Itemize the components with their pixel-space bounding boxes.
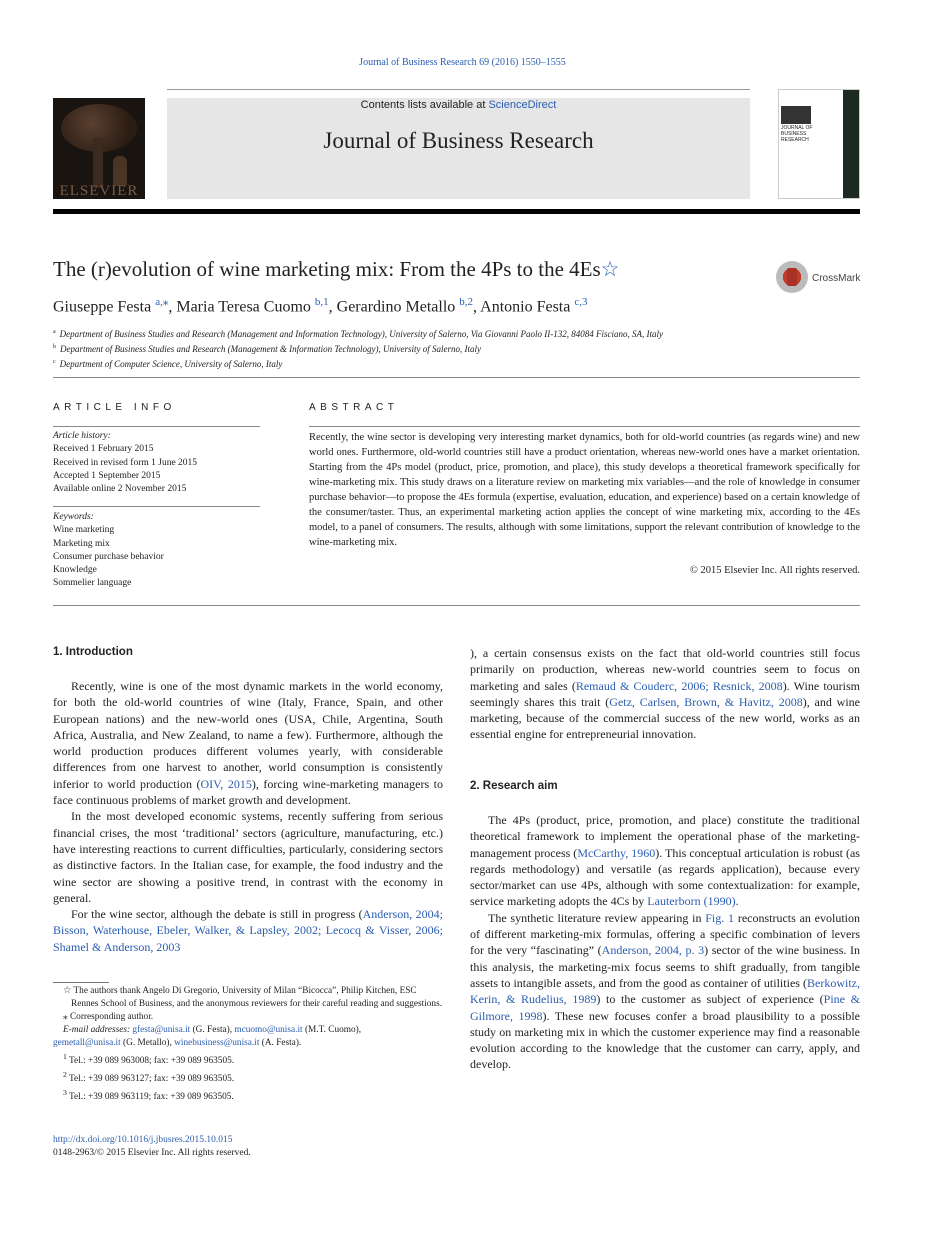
abstract-heading: ABSTRACT xyxy=(309,402,399,413)
affiliation-a xyxy=(53,326,663,341)
page-footer xyxy=(53,1134,443,1160)
text: (M.T. Cuomo), xyxy=(302,1025,362,1035)
divider xyxy=(309,426,860,427)
crossmark-label: CrossMark xyxy=(812,273,861,284)
history-accepted: Accepted 1 September 2015 xyxy=(53,470,161,481)
email-link[interactable]: gfesta@unisa.it xyxy=(132,1025,191,1035)
text: (G. Festa), xyxy=(190,1025,235,1035)
history-revised: Received in revised form 1 June 2015 xyxy=(53,457,198,468)
article-title-text: The (r)evolution of wine marketing mix: From the 4Ps to the 4Es xyxy=(53,257,601,281)
text: . xyxy=(735,894,739,909)
text: Tel.: +39 089 963008; fax: +39 089 963505. xyxy=(69,1056,235,1067)
doi-link[interactable]: http://dx.doi.org/10.1016/j.jbusres.2015.10.015 xyxy=(53,1135,233,1145)
article-title xyxy=(53,257,620,282)
crossmark-badge[interactable] xyxy=(776,261,866,295)
publisher-name: ELSEVIER xyxy=(59,183,139,199)
title-footnote-star[interactable]: ☆ xyxy=(600,257,620,281)
contents-line xyxy=(167,99,750,111)
tel-footnote-1: $^1$ Tel.: +39 089 963008; fax: +39 089 963505. xyxy=(63,1052,235,1067)
research-aim-body xyxy=(470,812,860,1073)
citation-link[interactable]: McCarthy, 1960 xyxy=(577,845,656,860)
text: Recently, wine is one of the most dynamic markets in the world economy, for both the old-world countries of wine (Italy, France, Spain, and other European nations) and the new-world ones (USA, Chile, Argentina, South Africa, Australia, and New Zealand, to name a few). Furthermore, although the world production produces different volumes yearly, with considerable differences from one harvest to another, world consumption is consistently inferior to world production ( xyxy=(53,679,443,791)
footnotes xyxy=(53,985,443,1104)
text: ), forcing wine-marketing managers to face continuous problems of market growth and development. xyxy=(53,776,444,808)
corresponding-author-footnote: ⁎ Corresponding author. xyxy=(63,1012,154,1022)
citation-link[interactable]: Getz, Carlsen, Brown, & Havitz, 2008 xyxy=(609,694,803,709)
divider xyxy=(53,506,260,507)
footnote-rule xyxy=(53,982,109,983)
masthead-thick-rule xyxy=(53,209,860,214)
author-affil-ref[interactable]: b,1 xyxy=(314,296,329,308)
section-heading-research-aim: 2. Research aim xyxy=(470,780,558,792)
affiliation-text: Department of Business Studies and Research (Management & Information Technology), University of Salerno, Italy xyxy=(60,344,482,354)
cover-image xyxy=(781,106,811,124)
section-heading-introduction: 1. Introduction xyxy=(53,646,133,658)
citation-link[interactable]: Pine & Gilmore, 1998 xyxy=(470,992,860,1023)
citation-link[interactable]: Berkowitz, Kerin, & Rudelius, 1989 xyxy=(470,975,860,1007)
figure-link[interactable]: Fig. 1 xyxy=(705,910,735,925)
contents-prefix: Contents lists available at xyxy=(360,99,489,111)
text: ). These new focuses confer a broad plausibility to a possible study on marketing mix in which the customer experience may find a reasonable evolution according to the knowledge that the customer can carry, apply, and develop. xyxy=(470,1008,860,1072)
journal-cover-thumbnail[interactable] xyxy=(778,89,860,199)
affiliations xyxy=(53,326,663,371)
keyword-item: Sommelier language xyxy=(53,578,132,589)
citation-link[interactable]: Anderson, 2004, p. 3 xyxy=(601,943,705,958)
cover-stripe xyxy=(843,90,859,199)
citation-link[interactable]: OIV, 2015 xyxy=(200,776,252,791)
text: reconstructs an evolution of different marketing-mix formulas, offering a specific combination of levers for the very “fascinating” ( xyxy=(470,910,861,958)
journal-reference[interactable]: Journal of Business Research 69 (2016) 1550–1555 xyxy=(359,57,566,68)
issn-copyright: 0148-2963/© 2015 Elsevier Inc. All rights reserved. xyxy=(53,1148,251,1158)
email-label: E-mail addresses: xyxy=(63,1025,133,1035)
text: ) sector of the wine business. In this analysis, the marketing-mix focus seems to shift gradually, from tangible assets to intangible assets, and from the good as container of utilities ( xyxy=(470,943,860,990)
author-affil-ref[interactable]: a,⁎ xyxy=(155,296,169,308)
email-link[interactable]: mcuomo@unisa.it xyxy=(234,1025,303,1035)
text: Tel.: +39 089 963127; fax: +39 089 963505. xyxy=(69,1074,235,1085)
elsevier-logo xyxy=(53,98,145,199)
crossmark-icon xyxy=(776,261,808,293)
cover-title: JOURNAL OF BUSINESS RESEARCH xyxy=(781,125,813,143)
text: (A. Festa). xyxy=(259,1038,302,1048)
keyword-item: Knowledge xyxy=(53,565,97,576)
article-info-heading: ARTICLE INFO xyxy=(53,402,176,413)
author-affil-ref[interactable]: b,2 xyxy=(459,296,474,308)
citation-link[interactable]: Anderson, 2004; Bisson, Waterhouse, Ebeler, Walker, & Lapsley, 2002; Lecocq & Visser, 2006; Shamel & Anderson, 2003 xyxy=(53,907,443,954)
author-affil-ref[interactable]: c,3 xyxy=(574,296,588,308)
header-rule xyxy=(167,89,750,90)
email-link[interactable]: gemetall@unisa.it xyxy=(53,1038,121,1048)
author-name: , Antonio Festa xyxy=(473,298,575,316)
divider xyxy=(53,426,260,427)
acknowledgement-footnote: ☆ The authors thank Angelo Di Gregorio, University of Milan “Bicocca”, Philip Kitchen, ESC Rennes School of Business, and the anonymous reviewers for their careful reading and suggestions. xyxy=(63,986,443,1009)
affiliation-text: Department of Business Studies and Research (Management and Information Technology), University of Salerno, Via Giovanni Paolo II-132, 84084 Fisciano, SA, Italy xyxy=(59,329,663,339)
affiliation-text: Department of Computer Science, University of Salerno, Italy xyxy=(59,359,283,369)
keywords xyxy=(53,511,260,591)
sciencedirect-link[interactable]: ScienceDirect xyxy=(488,99,557,111)
history-label: Article history: xyxy=(53,431,111,441)
text: (G. Metallo), xyxy=(120,1038,175,1048)
paragraph xyxy=(470,645,860,743)
article-history xyxy=(53,430,260,496)
text: Tel.: +39 089 963119; fax: +39 089 963505. xyxy=(69,1092,234,1103)
tree-trunk xyxy=(93,138,103,188)
paragraph xyxy=(470,812,860,910)
affiliation-marker: a xyxy=(53,329,56,335)
text: ), a certain consensus exists on the fact that old-world countries still focus primarily on production, whereas new-world countries seem to focus on marketing and sales ( xyxy=(470,646,860,693)
abstract-copyright: © 2015 Elsevier Inc. All rights reserved. xyxy=(689,565,860,576)
introduction-continued xyxy=(470,645,860,743)
tel-footnote-2: $^2$ Tel.: +39 089 963127; fax: +39 089 963505. xyxy=(63,1070,235,1085)
paragraph: In the most developed economic systems, recently suffering from serious financial crises, the most ‘traditional’ sectors (agriculture, manufacturing, etc.) have interesting reactions to current difficulties, particularly, considering sectors as distinctive factors. In the Italian case, for example, the food industry and the wine sector are showing a positive trend, in contrast with the economy in general. xyxy=(53,809,443,905)
text: ) to the customer as subject of experience ( xyxy=(596,992,824,1007)
affiliation-c xyxy=(53,356,663,371)
affiliation-marker: b xyxy=(53,344,56,350)
text: ). This conceptual articulation is robust (as regards methodology) and versatile (as regards application), because every sector/market can use 4Ps, although with some contextualization: for example, service marketing adopts the 4Cs by xyxy=(470,845,860,909)
introduction-body xyxy=(53,678,443,955)
keyword-item: Consumer purchase behavior xyxy=(53,551,164,562)
paragraph xyxy=(470,910,860,1073)
journal-title: Journal of Business Research xyxy=(323,128,594,153)
email-footnote-cont xyxy=(53,1037,443,1050)
author-list xyxy=(53,295,588,316)
history-received: Received 1 February 2015 xyxy=(53,444,154,455)
affiliation-marker: c xyxy=(53,359,56,365)
divider xyxy=(53,605,860,606)
text: For the wine sector, although the debate is still in progress ( xyxy=(71,907,363,922)
text: The synthetic literature review appearing in xyxy=(488,910,706,925)
text: ), and wine marketing, because of the commercial success of the new world, works as an essential engine for entrepreneurial innovation. xyxy=(470,694,860,742)
text: ). Wine tourism seemingly shares this trait ( xyxy=(470,678,860,709)
abstract-text: Recently, the wine sector is developing very interesting market dynamics, both for old-world countries (as regards wine) and new world ones. Furthermore, old-world countries still have a product orientation, whereas new-world ones have a market orientation. Starting from the 4Ps model (product, price, promotion, and place), this study develops a theoretical framework specifically for wine-marketing mix. This study draws on a literature review on marketing mix variables—and the role of knowledge in consumer purchase behavior—to propose the 4Es formula (expertise, evaluation, education, and experience) based on a certain knowledge of the consumer/taster. Thus, an experimental marketing action applies the concept of wine marketing mix, according to the 4Es model, to a panel of consumers. The results, although with some limitations, support the relevant contribution of knowledge to the wine-marketing mix. xyxy=(309,432,860,548)
divider xyxy=(53,377,860,378)
citation-link[interactable]: Remaud & Couderc, 2006; Resnick, 2008 xyxy=(575,678,783,693)
paragraph xyxy=(53,906,443,955)
author-name: Giuseppe Festa xyxy=(53,298,156,316)
keyword-item: Wine marketing xyxy=(53,525,115,536)
citation-link[interactable]: Lauterborn (1990) xyxy=(647,894,736,909)
email-link[interactable]: winebusiness@unisa.it xyxy=(174,1038,260,1048)
keywords-label: Keywords: xyxy=(53,512,94,522)
paragraph xyxy=(53,678,443,808)
author-name: , Maria Teresa Cuomo xyxy=(168,298,315,316)
tel-footnote-3: $^3$ Tel.: +39 089 963119; fax: +39 089 963505. xyxy=(63,1088,234,1103)
scholar-figure xyxy=(113,156,127,186)
affiliation-b xyxy=(53,341,663,356)
keyword-item: Marketing mix xyxy=(53,538,110,549)
author-name: , Gerardino Metallo xyxy=(328,298,460,316)
email-footnote xyxy=(53,1024,443,1037)
text: The 4Ps (product, price, promotion, and place) constitute the traditional theoretical framework to implement the operational phase of the marketing-management process ( xyxy=(470,813,860,860)
history-online: Available online 2 November 2015 xyxy=(53,484,187,495)
